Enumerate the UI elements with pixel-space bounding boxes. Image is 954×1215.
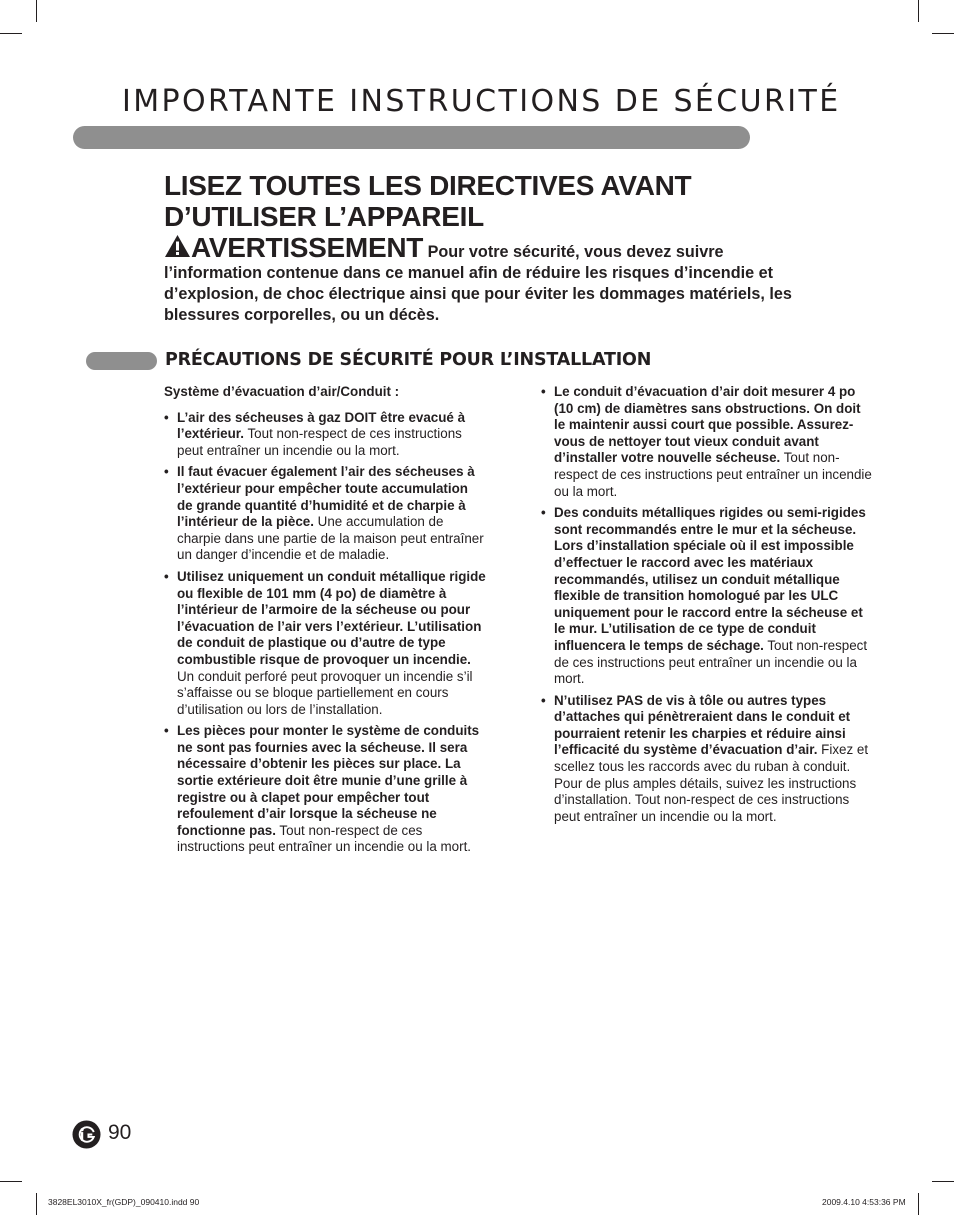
main-heading-line-2: D’UTILISER L’APPAREIL <box>164 201 484 232</box>
section-marker-bar <box>86 352 157 370</box>
list-item-text: Une accumulation de charpie dans une partie de la maison peut entraîner un danger d’incendie et de maladie. <box>177 514 484 563</box>
list-item-bold: Il faut évacuer également l’air des sécheuses à l’extérieur pour empêcher toute accumulation de grande quantité d’humidité et de charpie à l’intérieur de la pièce. <box>177 464 475 530</box>
list-item <box>541 693 873 826</box>
right-bullet-list <box>541 384 873 825</box>
footer-timestamp: 2009.4.10 4:53:36 PM <box>822 1197 906 1207</box>
list-item <box>164 464 486 564</box>
main-heading-line-1: LISEZ TOUTES LES DIRECTIVES AVANT <box>164 170 692 201</box>
list-item-bold: Utilisez uniquement un conduit métallique rigide ou flexible de 101 mm (4 po) de diamètre à l’intérieur de l’armoire de la sécheuse ou pour l’évacuation de l’air vers l’extérieur. L’utilisation de conduit de plastique ou d’autre de type combustible risque de provoquer un incendie. <box>177 568 486 667</box>
section-heading: PRÉCAUTIONS DE SÉCURITÉ POUR L’INSTALLATION <box>165 350 652 370</box>
crop-mark <box>918 0 919 22</box>
crop-mark <box>36 1193 37 1215</box>
list-item <box>541 384 873 500</box>
list-item-bold: N’utilisez PAS de vis à tôle ou autres types d’attaches qui pénètreraient dans le conduit et pourraient retenir les charpies et réduire ainsi l’efficacité du système d’évacuation d’air. <box>554 692 851 758</box>
crop-mark <box>932 33 954 34</box>
section-subheading: Système d’évacuation d’air/Conduit : <box>164 384 400 399</box>
crop-mark <box>0 1181 22 1182</box>
list-item-bold: L’air des sécheuses à gaz DOIT être evacué à l’extérieur. <box>177 409 466 442</box>
list-item-text: Fixez et scellez tous les raccords avec du ruban à conduit. Pour de plus amples détails, suivez les instructions d’installation. Tout non-respect de ces instructions peut entraîner un incendie ou la mort. <box>554 742 869 824</box>
warning-triangle-icon <box>164 234 191 258</box>
title-underline-bar <box>73 126 750 149</box>
list-item-text: Tout non-respect de ces instructions peut entraîner un incendie ou la mort. <box>554 450 872 499</box>
main-heading <box>164 170 804 232</box>
left-column <box>164 384 486 861</box>
page-number: 90 <box>108 1121 132 1144</box>
crop-mark <box>36 0 37 22</box>
footer-file-info: 3828EL3010X_fr(GDP)_090410.indd 90 <box>48 1197 200 1207</box>
crop-mark <box>0 33 22 34</box>
list-item <box>164 410 486 460</box>
list-item-text: Tout non-respect de ces instructions peut entraîner un incendie ou la mort. <box>554 637 868 687</box>
crop-mark <box>918 1193 919 1215</box>
warning-block <box>164 234 824 326</box>
crop-mark <box>932 1181 954 1182</box>
lg-logo-icon <box>72 1120 101 1149</box>
list-item-bold: Les pièces pour monter le système de conduits ne sont pas fournies avec la sécheuse. Il sera nécessaire d’obtenir les pièces sur place. La sortie extérieure doit être munie d’une grille à registre ou à clapet pour empêcher tout refoulement d’air lorsque la sécheuse ne fonctionne pas. <box>177 723 480 838</box>
list-item-bold: Le conduit d’évacuation d’air doit mesurer 4 po (10 cm) de diamètres sans obstructions. On doit le maintenir aussi court que possible. Assurez-vous de nettoyer tout vieux conduit avant d’installer votre nouvelle sécheuse. <box>554 384 861 466</box>
list-item <box>164 723 486 856</box>
list-item-text: Tout non-respect de ces instructions peut entraîner un incendie ou la mort. <box>177 426 462 458</box>
left-bullet-list <box>164 410 486 856</box>
list-item <box>164 569 486 718</box>
warning-text: Pour votre sécurité, vous devez suivre l’information contenue dans ce manuel afin de réduire les risques d’incendie et d’explosion, de choc électrique ainsi que pour éviter les dommages matériels, les blessures corporelles, ou un décès. <box>164 243 792 324</box>
warning-heading <box>164 232 423 263</box>
list-item-bold: Des conduits métalliques rigides ou semi-rigides sont recommandés entre le mur et la sécheuse. Lors d’installation spéciale où il est impossible d’effectuer le raccord avec les matériaux recommandés, utilisez un conduit métallique flexible de transition homologué par les ULC uniquement pour le raccord entre la sécheuse et le mur. L’utilisation de ce type de conduit influencera le temps de séchage. <box>554 505 866 653</box>
list-item <box>541 505 873 688</box>
warning-label: AVERTISSEMENT <box>191 232 424 263</box>
right-column <box>541 384 873 830</box>
page-title: IMPORTANTE INSTRUCTIONS DE SÉCURITÉ <box>122 84 841 119</box>
list-item-text: Tout non-respect de ces instructions peut entraîner un incendie ou la mort. <box>177 822 472 855</box>
list-item-text: Un conduit perforé peut provoquer un incendie s’il s’affaisse ou se bloque partiellement en cours d’utilisation ou lors de l’installation. <box>177 668 473 717</box>
